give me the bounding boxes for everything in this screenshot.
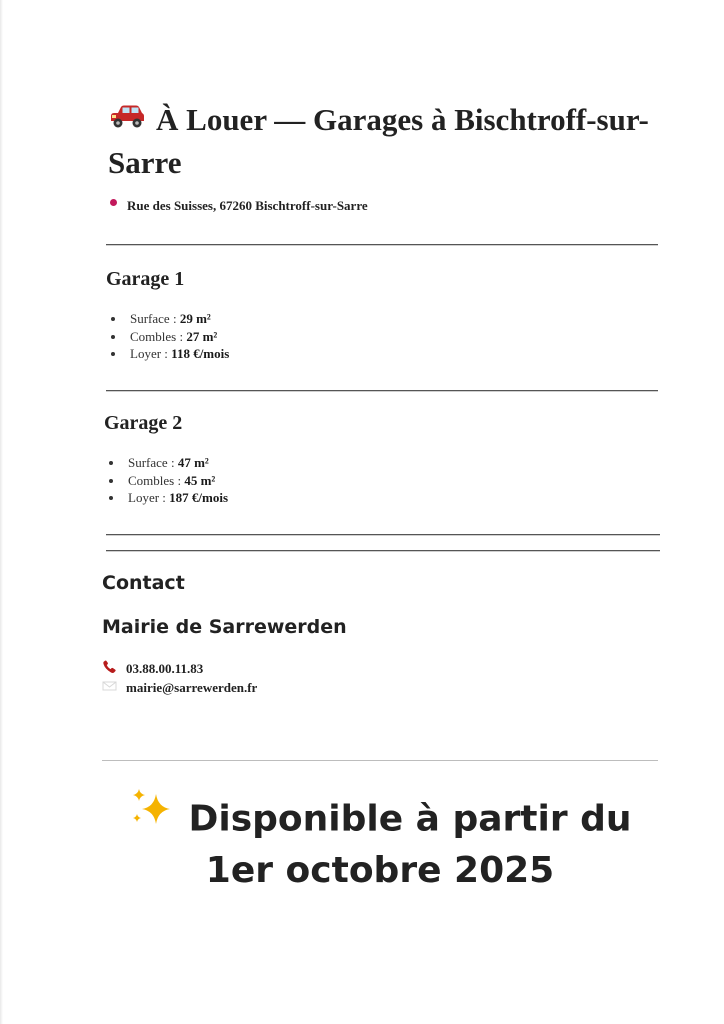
detail-value: 27 m² <box>186 328 218 344</box>
pin-icon <box>110 199 117 206</box>
address-text: Rue des Suisses, 67260 Bischtroff-sur-Sarre <box>127 198 368 213</box>
availability-announcement <box>100 794 660 895</box>
email-line <box>102 680 257 696</box>
detail-label: Loyer : <box>130 346 172 361</box>
detail-label: Combles : <box>128 472 185 488</box>
list-item <box>126 310 229 328</box>
divider <box>106 550 660 552</box>
detail-value: 29 m² <box>179 311 211 326</box>
detail-value: 187 €/mois <box>169 490 229 505</box>
garage-2-details <box>84 454 228 507</box>
divider <box>106 244 658 246</box>
divider <box>102 760 658 761</box>
detail-value: 47 m² <box>177 455 209 470</box>
garage-2-heading: Garage 2 <box>104 412 183 434</box>
phone-icon <box>102 660 118 678</box>
detail-value: 45 m² <box>184 472 216 488</box>
detail-label: Surface : <box>128 455 178 470</box>
envelope-icon <box>102 680 118 696</box>
list-item <box>126 328 229 346</box>
detail-label: Combles : <box>130 328 187 344</box>
detail-value: 118 €/mois <box>171 346 230 361</box>
list-item <box>124 472 228 490</box>
divider <box>106 390 658 392</box>
car-icon <box>108 100 146 140</box>
phone-line <box>102 660 203 678</box>
phone-number[interactable]: 03.88.00.11.83 <box>126 661 204 676</box>
list-item <box>126 345 229 363</box>
garage-1-heading: Garage 1 <box>106 268 185 290</box>
page-edge <box>0 0 3 1024</box>
organization-name: Mairie de Sarrewerden <box>102 616 347 638</box>
list-item <box>124 489 228 507</box>
list-item <box>124 454 228 472</box>
announcement-text: Disponible à partir du 1er octobre 2025 <box>188 798 632 891</box>
title-text: À Louer — Garages à Bischtroff-sur-Sarre <box>108 102 649 180</box>
sparkles-icon <box>128 788 174 841</box>
garage-1-details <box>86 310 229 363</box>
address <box>110 198 368 214</box>
page-title <box>108 100 668 183</box>
email-address[interactable]: mairie@sarrewerden.fr <box>126 680 258 695</box>
divider <box>106 534 660 536</box>
detail-label: Surface : <box>130 311 180 326</box>
detail-label: Loyer : <box>128 490 170 505</box>
contact-heading: Contact <box>102 572 185 594</box>
